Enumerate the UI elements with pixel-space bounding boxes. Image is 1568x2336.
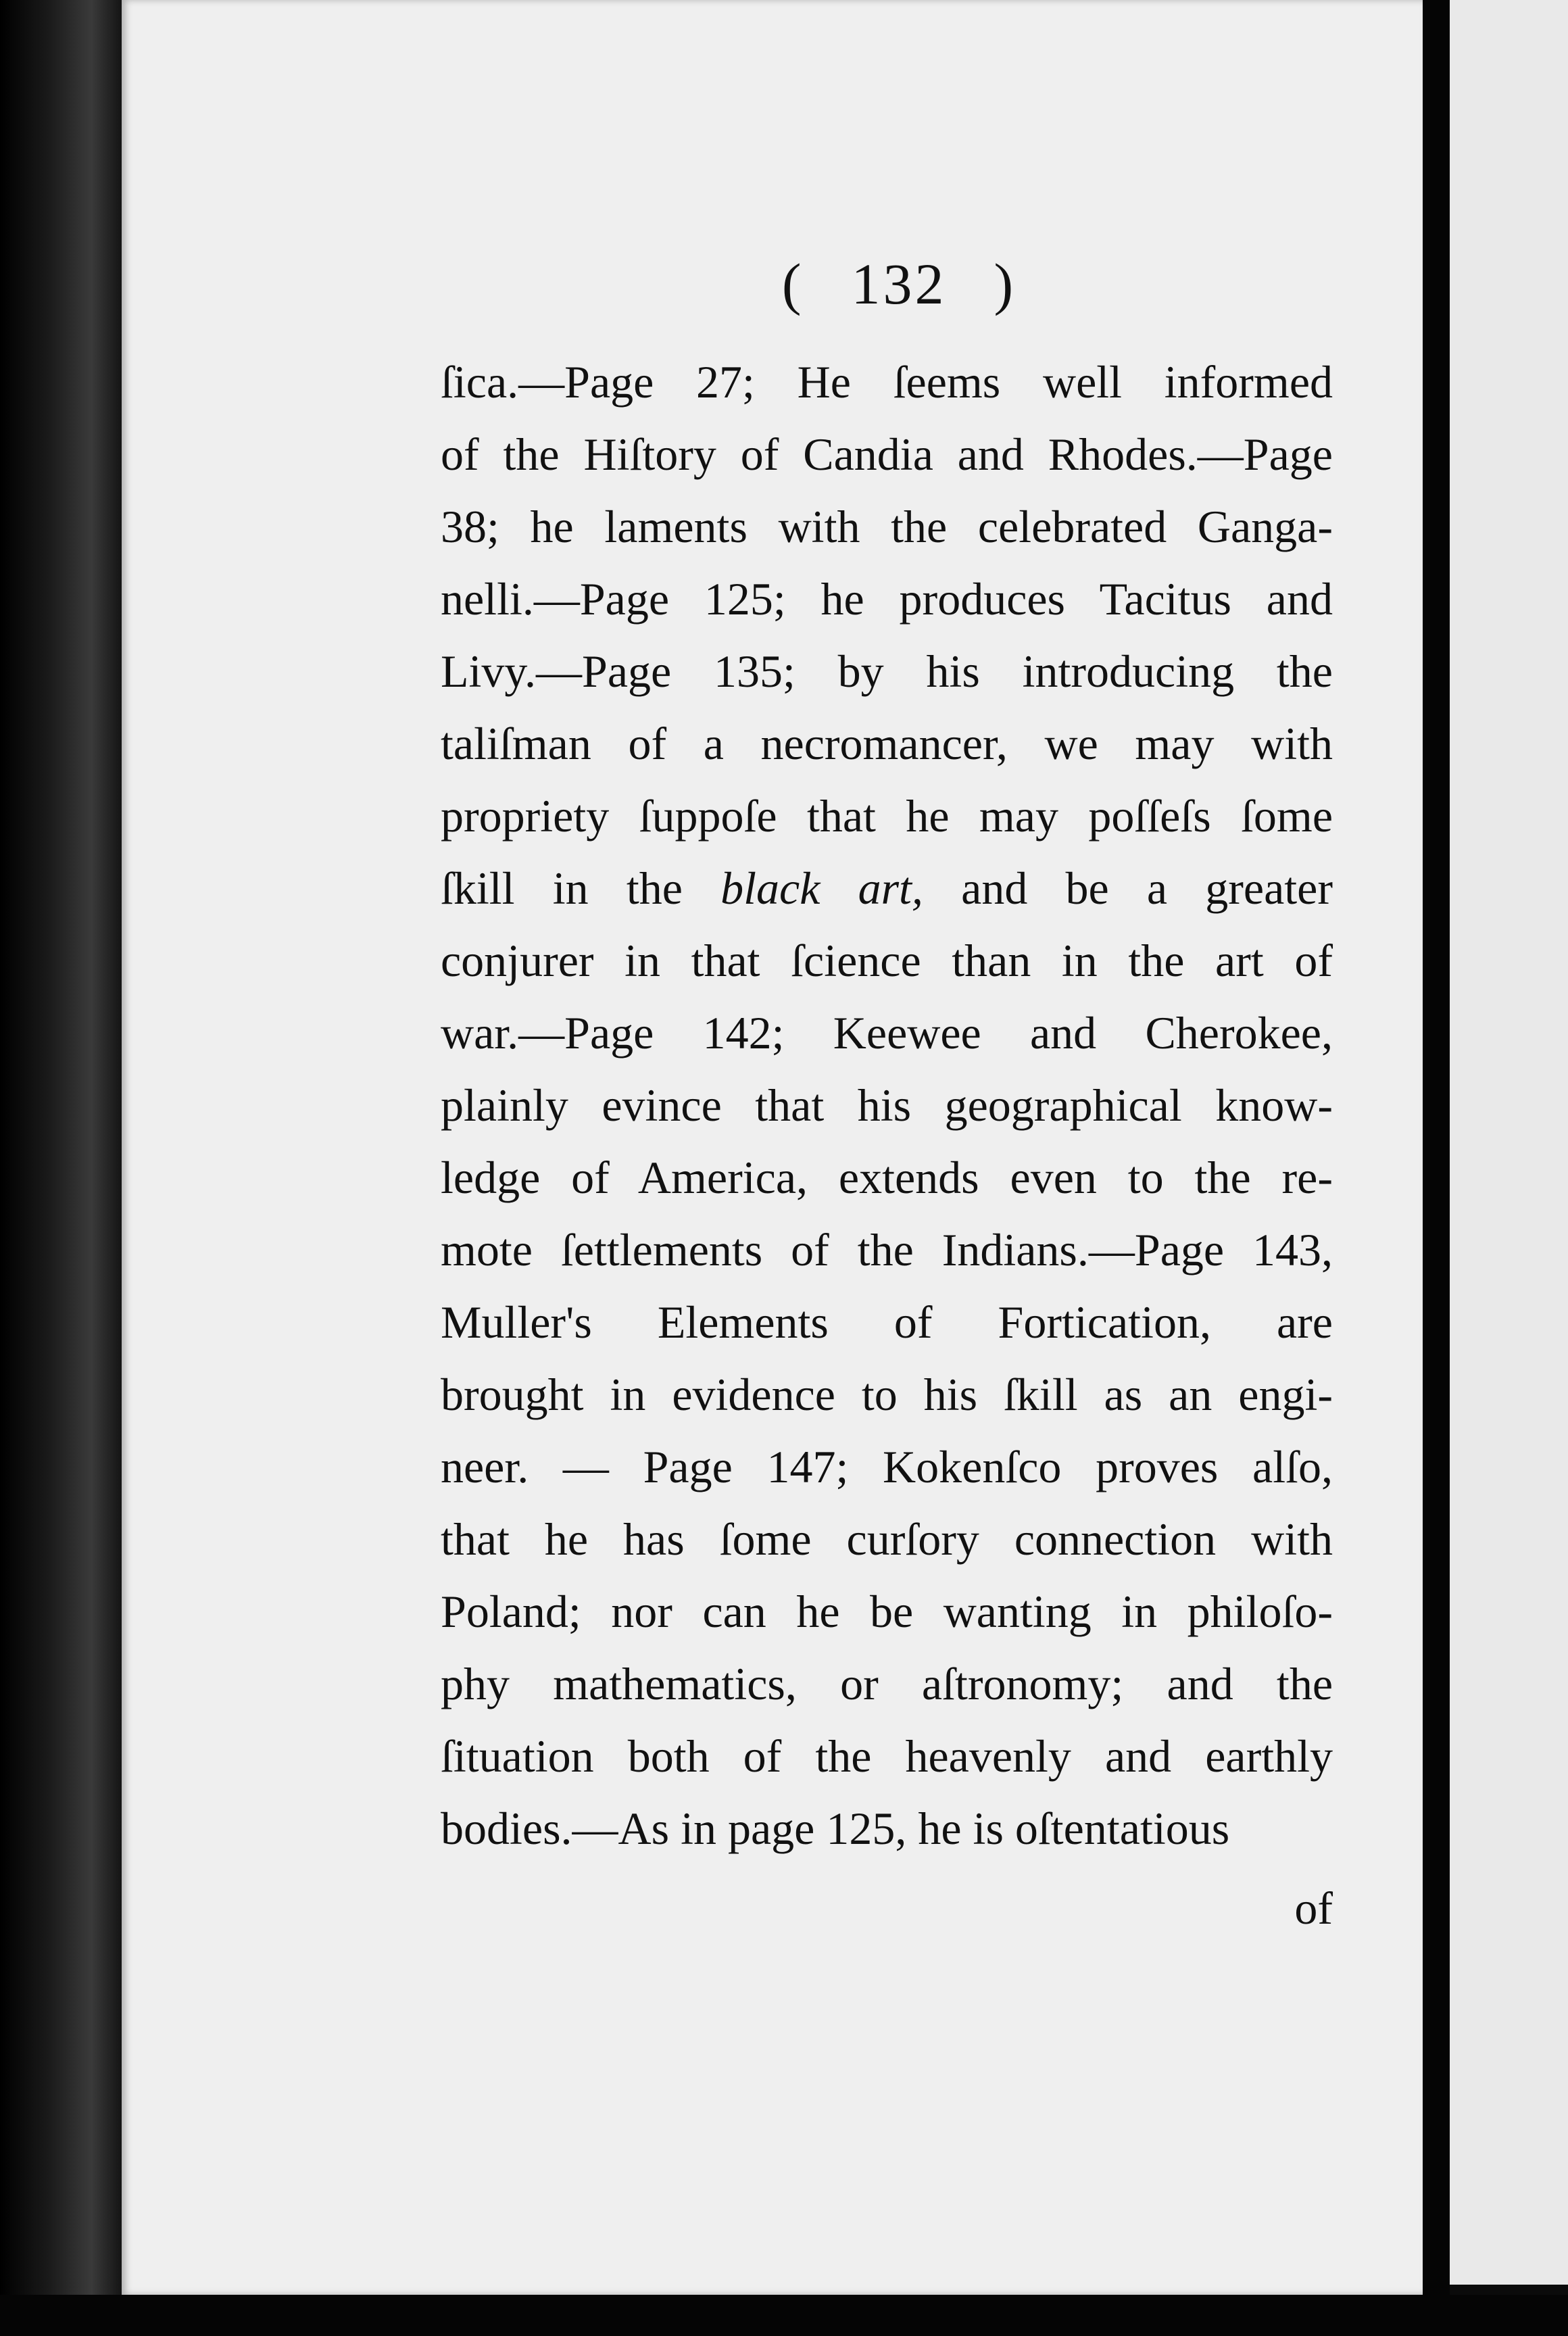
text-line: plainly evince that his geographical know- bbox=[441, 1079, 1333, 1131]
text-line: neer. — Page 147; Kokenſco proves alſo, bbox=[441, 1441, 1333, 1492]
facing-page-edge bbox=[1450, 0, 1568, 2285]
text-line: war.—Page 142; Keewee and Cherokee, bbox=[441, 1007, 1333, 1058]
page-number bbox=[710, 250, 1088, 318]
text-line: phy mathematics, or aſtronomy; and the bbox=[441, 1658, 1333, 1709]
scan-bottom-edge bbox=[0, 2295, 1568, 2336]
catchword: of bbox=[1294, 1882, 1333, 1934]
text-line: ledge of America, extends even to the re- bbox=[441, 1152, 1333, 1203]
page-number-value: 132 bbox=[851, 251, 947, 316]
text-line: Poland; nor can he be wanting in philoſo- bbox=[441, 1586, 1333, 1637]
close-paren: ) bbox=[994, 251, 1016, 316]
text-line: 38; he laments with the celebrated Ganga- bbox=[441, 501, 1333, 552]
text-line: brought in evidence to his ſkill as an engi- bbox=[441, 1369, 1333, 1420]
text-line: taliſman of a necromancer, we may with bbox=[441, 718, 1333, 769]
text-line: that he has ſome curſory connection with bbox=[441, 1513, 1333, 1565]
open-paren: ( bbox=[781, 251, 804, 316]
text-line: conjurer in that ſcience than in the art of bbox=[441, 935, 1333, 986]
book-spine bbox=[0, 0, 122, 2336]
italic-phrase: black art, bbox=[720, 862, 923, 914]
text-line: bodies.—As in page 125, he is oſtentatious bbox=[441, 1803, 1230, 1854]
text-segment: and be a greater bbox=[923, 862, 1333, 914]
text-line bbox=[441, 852, 1333, 925]
body-text bbox=[441, 346, 1333, 1865]
text-line: Muller's Elements of Fortication, are bbox=[441, 1296, 1333, 1348]
text-line: ſituation both of the heavenly and earthly bbox=[441, 1730, 1333, 1782]
page-gutter bbox=[1423, 0, 1450, 2336]
text-line: ſica.—Page 27; He ſeems well informed bbox=[441, 356, 1333, 408]
text-line: mote ſettlements of the Indians.—Page 143, bbox=[441, 1224, 1333, 1275]
text-line: Livy.—Page 135; by his introducing the bbox=[441, 646, 1333, 697]
text-line: propriety ſuppoſe that he may poſſeſs ſome bbox=[441, 790, 1333, 842]
text-line: nelli.—Page 125; he produces Tacitus and bbox=[441, 573, 1333, 625]
text-line: of the Hiſtory of Candia and Rhodes.—Page bbox=[441, 429, 1333, 480]
text-segment: ſkill in the bbox=[441, 862, 721, 914]
